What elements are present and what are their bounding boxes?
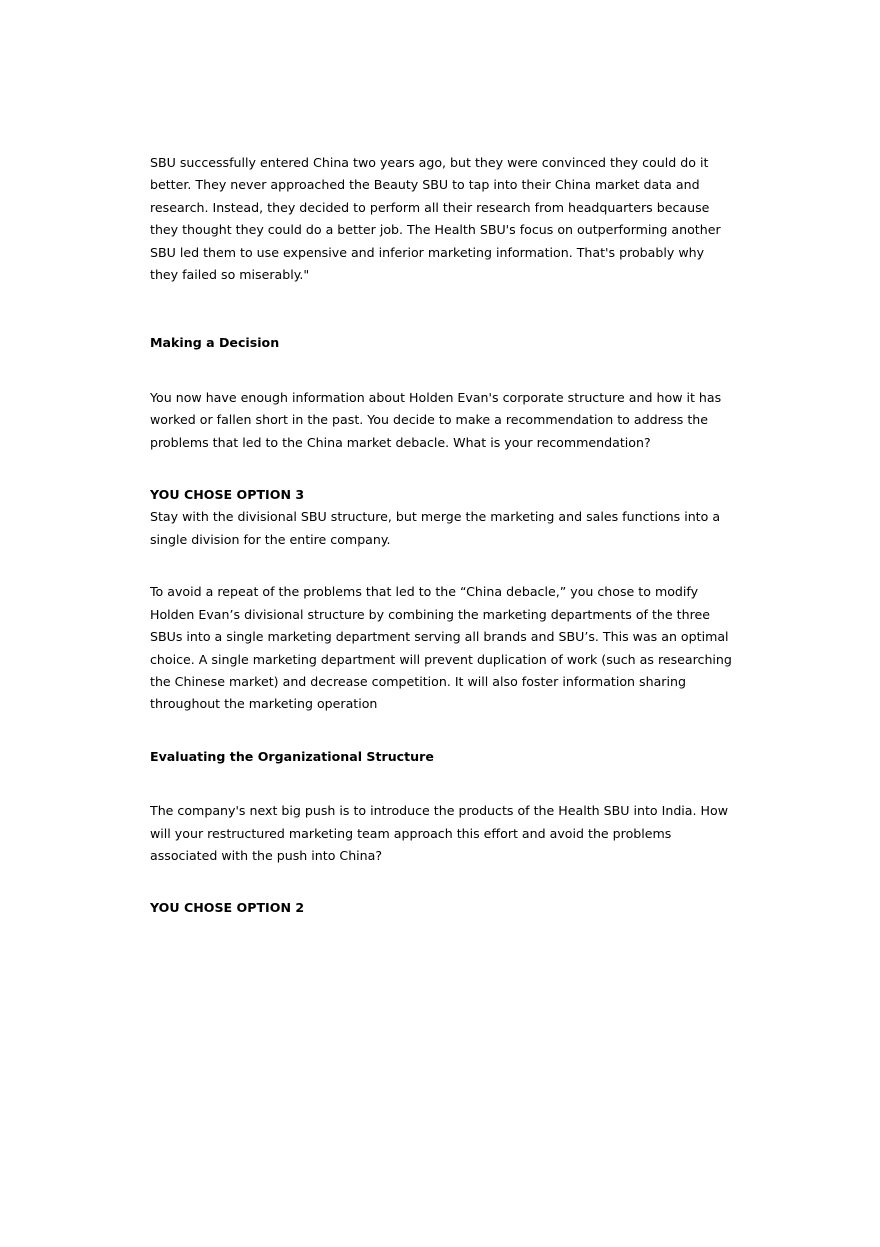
choice-heading-option-2: YOU CHOSE OPTION 2 bbox=[150, 900, 305, 916]
section-paragraph-india: The company's next big push is to introduce the products of the Health SBU into India. How will your restructured marketing team approach this effort and avoid the problems associated with the push into China? bbox=[150, 803, 729, 863]
spacer bbox=[150, 551, 735, 581]
choice-heading-option-3: YOU CHOSE OPTION 3 bbox=[150, 487, 305, 503]
spacer bbox=[150, 768, 735, 800]
choice-text-option-3: Stay with the divisional SBU structure, but merge the marketing and sales functions into a single division for the entire company. bbox=[150, 509, 721, 547]
section-heading-evaluating-structure: Evaluating the Organizational Structure bbox=[150, 748, 434, 764]
document-page bbox=[150, 152, 735, 920]
section-heading-making-decision: Making a Decision bbox=[150, 335, 280, 351]
spacer bbox=[150, 867, 735, 897]
spacer bbox=[150, 355, 735, 387]
section-paragraph-decision: You now have enough information about Holden Evan's corporate structure and how it has worked or fallen short in the past. You decide to make a recommendation to address the problems that led to the China market debacle. What is your recommendation? bbox=[150, 389, 722, 450]
spacer bbox=[150, 454, 735, 484]
spacer bbox=[150, 716, 735, 746]
choice-feedback-option-3: To avoid a repeat of the problems that led to the “China debacle,” you chose to modify Holden Evan’s divisional structure by combining the marketing departments of the three SBUs into a single marketing department serving all brands and SBU’s. This was an optimal choice. A single marketing department will prevent duplication of work (such as researching the Chinese market) and decrease competition. It will also foster information sharing throughout the marketing operation bbox=[150, 584, 732, 712]
spacer bbox=[150, 286, 735, 332]
intro-paragraph: SBU successfully entered China two years ago, but they were convinced they could do it better. They never approached the Beauty SBU to tap into their China market data and research. Instead, they decided to perform all their research from headquarters because they thought they could do a better job. The Health SBU's focus on outperforming another SBU led them to use expensive and inferior marketing information. That's probably why they failed so miserably." bbox=[150, 155, 721, 283]
